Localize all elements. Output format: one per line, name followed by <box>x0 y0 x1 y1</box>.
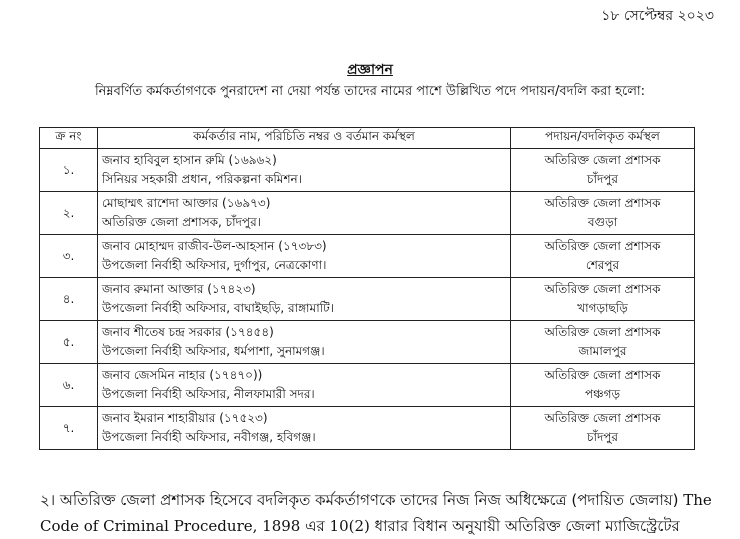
posting-designation: অতিরিক্ত জেলা প্রশাসক <box>544 153 661 167</box>
posting-table <box>39 127 695 450</box>
posting-district: পঞ্চগড় <box>584 387 621 401</box>
header-posting: পদায়ন/বদলিকৃত কর্মস্থল <box>511 128 695 149</box>
officer-name: জনাব ইমরান শাহারীয়ার (১৭৫২৩) <box>102 411 268 425</box>
posting-district: চাঁদপুর <box>586 172 618 186</box>
row-posting <box>511 278 695 321</box>
row-serial: ৩. <box>40 235 98 278</box>
officer-name: জনাব রুমানা আক্তার (১৭৪২৩) <box>102 282 256 296</box>
officer-name: জনাব জেসমিন নাহার (১৭৪৭০)) <box>102 368 263 382</box>
table-row <box>40 364 695 407</box>
posting-designation: অতিরিক্ত জেলা প্রশাসক <box>544 411 661 425</box>
paragraph-2-section: 10(2) <box>329 517 370 535</box>
officer-current-post: অতিরিক্ত জেলা প্রশাসক, চাঁদপুর। <box>102 215 261 229</box>
header-officer: কর্মকর্তার নাম, পরিচিতি নম্বর ও বর্তমান কর্মস্থল <box>98 128 511 149</box>
table-row <box>40 278 695 321</box>
officer-current-post: উপজেলা নির্বাহী অফিসার, ধর্মপাশা, সুনামগঞ্জ। <box>102 344 325 358</box>
paragraph-2-text-b: এর <box>300 517 330 535</box>
notice-intro: নিম্নবর্ণিত কর্মকর্তাগণকে পুনরাদেশ না দেয়া পর্যন্ত তাদের নামের পাশে উল্লিখিত পদে পদায়ন/বদলি করা হলো: <box>94 84 646 99</box>
row-posting <box>511 321 695 364</box>
row-serial: ৭. <box>40 407 98 450</box>
officer-name: জনাব মোহাম্মদ রাজীব-উল-আহসান (১৭৩৮৩) <box>102 239 327 253</box>
row-serial: ৬. <box>40 364 98 407</box>
posting-district: বগুড়া <box>587 215 618 229</box>
row-officer <box>98 407 511 450</box>
row-officer <box>98 321 511 364</box>
row-posting <box>511 149 695 192</box>
paragraph-2 <box>40 487 720 539</box>
row-officer <box>98 364 511 407</box>
paragraph-2-text-a: ২। অতিরিক্ত জেলা প্রশাসক হিসেবে বদলিকৃত কর্মকর্তাগণকে তাদের নিজ নিজ অধিক্ষেত্রে (পদায়িত জেলায়) <box>40 491 684 509</box>
table-row <box>40 321 695 364</box>
posting-designation: অতিরিক্ত জেলা প্রশাসক <box>544 325 661 339</box>
header-serial: ক্র নং <box>40 128 98 149</box>
posting-designation: অতিরিক্ত জেলা প্রশাসক <box>544 239 661 253</box>
row-posting <box>511 407 695 450</box>
row-posting <box>511 364 695 407</box>
officer-current-post: উপজেলা নির্বাহী অফিসার, দুর্গাপুর, নেত্রকোণা। <box>102 258 327 272</box>
row-serial: ২. <box>40 192 98 235</box>
row-officer <box>98 192 511 235</box>
officer-name: জনাব শীতেষ চন্দ্র সরকার (১৭৪৫৪) <box>102 325 274 339</box>
row-officer <box>98 149 511 192</box>
officer-name: জনাব হাবিবুল হাসান রুমি (১৬৯৬২) <box>102 153 277 167</box>
table-row <box>40 149 695 192</box>
table-header-row <box>40 128 695 149</box>
table-row <box>40 407 695 450</box>
row-officer <box>98 235 511 278</box>
posting-district: শেরপুর <box>585 258 620 272</box>
row-serial: ১. <box>40 149 98 192</box>
officer-current-post: উপজেলা নির্বাহী অফিসার, নীলফামারী সদর। <box>102 387 315 401</box>
row-serial: ৫. <box>40 321 98 364</box>
officer-current-post: উপজেলা নির্বাহী অফিসার, বাঘাইছড়ি, রাঙ্গামাটি। <box>102 301 334 315</box>
officer-name: মোছাম্মৎ রাশেদা আক্তার (১৬৯৭৩) <box>102 196 271 210</box>
paragraph-2-text-c: ধারার বিধান অনুযায়ী অতিরিক্ত জেলা ম্যাজিস্ট্রেটের <box>369 517 680 535</box>
row-posting <box>511 235 695 278</box>
officer-current-post: সিনিয়র সহকারী প্রধান, পরিকল্পনা কমিশন। <box>102 172 302 186</box>
row-officer <box>98 278 511 321</box>
posting-designation: অতিরিক্ত জেলা প্রশাসক <box>544 368 661 382</box>
notice-date: ১৮ সেপ্টেম্বর ২০২৩ <box>601 8 714 24</box>
posting-district: জামালপুর <box>578 344 627 358</box>
row-posting <box>511 192 695 235</box>
officer-current-post: উপজেলা নির্বাহী অফিসার, নবীগঞ্জ, হবিগঞ্জ। <box>102 430 316 444</box>
paragraph-2-law-name: The Code of Criminal Procedure, 1898 <box>40 491 712 535</box>
posting-district: খাগড়াছড়ি <box>577 301 628 315</box>
notice-title: প্রজ্ঞাপন <box>347 62 393 78</box>
table-row <box>40 235 695 278</box>
row-serial: ৪. <box>40 278 98 321</box>
table-row <box>40 192 695 235</box>
posting-designation: অতিরিক্ত জেলা প্রশাসক <box>544 196 661 210</box>
posting-district: চাঁদপুর <box>586 430 618 444</box>
posting-designation: অতিরিক্ত জেলা প্রশাসক <box>544 282 661 296</box>
